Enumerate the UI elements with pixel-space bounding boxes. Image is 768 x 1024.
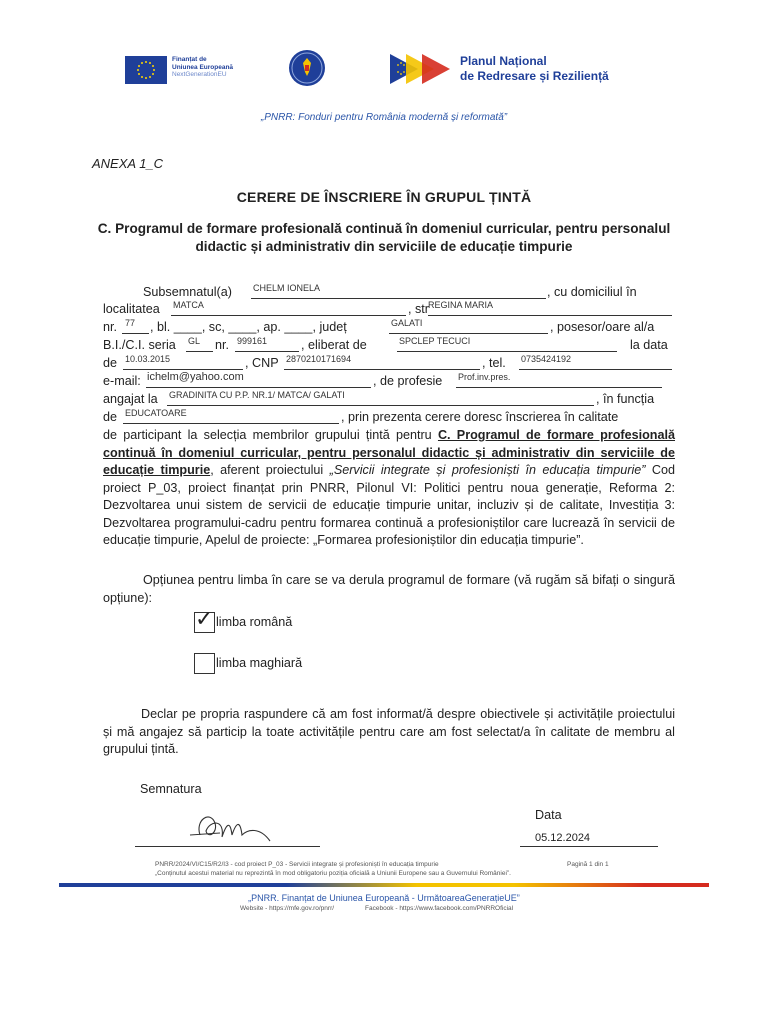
option-intro: Opțiunea pentru limba în care se va derula programul de formare (vă rugăm să bifați o singură opțiune):	[103, 573, 675, 605]
label-email: e-mail:	[103, 374, 141, 388]
checkbox-romanian[interactable]	[194, 606, 215, 633]
employer-value: GRADINITA CU P.P. NR.1/ MATCA/ GALATI	[169, 390, 345, 400]
label-str: , str	[408, 302, 429, 316]
eu-text-line2: Uniunea Europeană	[172, 63, 234, 71]
paragraph-intro: de participant la selecția membrilor grupului țintă pentru	[103, 428, 432, 442]
street-field-line[interactable]	[428, 302, 672, 316]
email-field-line[interactable]	[146, 371, 371, 388]
program-name: C. Programul de formare profesională continuă în domeniul curricular, pentru personalul didactic și administrativ din serviciile de educație timpurie	[103, 428, 676, 477]
phone-value: 0735424192	[521, 354, 572, 364]
email-value: ichelm@yahoo.com	[147, 371, 244, 383]
label-id-nr: nr.	[215, 338, 230, 352]
id-number-value: 999161	[237, 336, 268, 346]
project-name: „Servicii integrate și profesioniști în educația timpurie”	[329, 463, 646, 477]
date-value: 05.12.2024	[535, 832, 591, 844]
id-number-field-line[interactable]	[235, 338, 299, 352]
label-de: de	[103, 356, 118, 370]
nr-field-line[interactable]	[122, 320, 149, 334]
name-value: CHELM IONELA	[253, 283, 321, 293]
eu-stars-icon	[125, 56, 167, 84]
id-series-field-line[interactable]	[186, 338, 213, 352]
eu-text-line1: Finanțat de	[172, 56, 207, 63]
name-field-line[interactable]	[251, 285, 546, 299]
locality-value: MATCA	[173, 300, 204, 310]
footer-disclaimer: „Conținutul acestui material nu reprezintă în mod obligatoriu poziția oficială a Uniunii Europene sau a Guvernului României”.	[155, 870, 511, 877]
label-de-functia: de	[103, 410, 118, 424]
label-posesor: , posesor/oare al/a	[550, 320, 655, 334]
cnp-field-line[interactable]	[284, 356, 480, 370]
program-paragraph	[103, 427, 675, 550]
paragraph-details: Cod proiect P_03, proiect finanțat prin PNRR, Pilonul VI: Politici pentru noua generație, Reforma 2: Dezvoltarea unui sistem de servicii de educație timpurie unitar, incluziv și de calitate, Investiția 3: Dezvoltarea programului-cadru pentru formarea continuă a profesioniștilor care lucrează în servicii de educație timpurie, Apelul de proiecte: „Formarea profesioniștilor din educația timpurie”.	[103, 463, 675, 547]
footer-project-ref: PNRR/2024/VI/C15/R2/I3 - cod proiect P_03 - Servicii integrate și profesioniști în educația timpurie	[155, 861, 439, 868]
label-profesie: , de profesie	[373, 374, 443, 388]
label-domiciliul: , cu domiciliul în	[547, 285, 637, 299]
date-line[interactable]	[520, 846, 658, 847]
eu-text-line3: NextGenerationEU	[172, 71, 227, 78]
footer-page-number: Pagină 1 din 1	[567, 861, 609, 868]
phone-field-line[interactable]	[519, 356, 672, 370]
street-value: REGINA MARIA	[428, 300, 494, 310]
label-tel: , tel.	[482, 356, 506, 370]
footer-slogan: „PNRR. Finanțat de Uniunea Europeană - UrmătoareaGenerațieUE”	[248, 893, 520, 903]
label-localitatea: localitatea	[103, 302, 160, 316]
annex-label: ANEXA 1_C	[92, 156, 164, 171]
position-field-line[interactable]	[123, 410, 339, 424]
label-in-functia: , în funcția	[596, 392, 655, 406]
footer-tricolor-stripe	[59, 883, 709, 887]
signature-label: Semnatura	[140, 782, 202, 796]
county-field-line[interactable]	[389, 320, 548, 334]
nr-value: 77	[125, 318, 136, 328]
cnp-value: 2870210171694	[286, 354, 352, 364]
form-row-id-card	[103, 338, 675, 356]
motto: „PNRR: Fonduri pentru România modernă și reformată”	[260, 112, 508, 123]
issued-by-value: SPCLEP TECUCI	[399, 336, 471, 346]
label-nr: nr.	[103, 320, 118, 334]
label-prin-prezenta: , prin prezenta cerere doresc înscrierea în calitate	[341, 410, 619, 424]
declaration-text: Declar pe propria raspundere că am fost informat/ă despre obiectivele și activitățile proiectului și mă angajez să particip la toate activitățile pentru care am fost selectat/a în calitate de membru al grupului țintă.	[103, 707, 675, 756]
label-bi-ci-seria: B.I./C.I. seria	[103, 338, 176, 352]
checkmark-icon: ✓	[195, 606, 214, 631]
issue-date-value: 10.03.2015	[125, 354, 171, 364]
profession-value: Prof.inv.pres.	[458, 372, 511, 382]
label-subsemnatul: Subsemnatul(a)	[143, 285, 232, 299]
form-row-position	[103, 410, 675, 428]
paragraph-aferent: , aferent proiectului	[210, 463, 324, 477]
handwritten-signature-icon	[170, 805, 290, 850]
pnrr-logo-icon	[388, 50, 458, 88]
option-hungarian-label: limba maghiară	[216, 656, 303, 670]
pnrr-title	[460, 54, 609, 84]
pnrr-title-line1: Planul Național	[460, 54, 547, 68]
eu-flag-logo	[125, 56, 167, 84]
document-subtitle: C. Programul de formare profesională continuă în domeniul curricular, pentru personalul didactic și administrativ din serviciile de educație timpurie	[97, 221, 671, 254]
issue-date-field-line[interactable]	[123, 356, 243, 370]
romania-government-seal-icon	[289, 50, 325, 86]
eu-funding-text	[172, 56, 233, 79]
label-bl-sc-ap-judet: , bl. ____, sc, ____, ap. ____, județ	[150, 320, 347, 334]
checkbox-hungarian[interactable]	[194, 653, 215, 674]
label-angajat: angajat la	[103, 392, 158, 406]
footer-facebook[interactable]: Facebook - https://www.facebook.com/PNRROficial	[365, 905, 514, 912]
signature-line[interactable]	[135, 846, 320, 847]
footer-website[interactable]: Website - https://mfe.gov.ro/pnrr/	[240, 905, 335, 912]
option-romanian-label: limba română	[216, 615, 293, 629]
county-value: GALATI	[391, 318, 423, 328]
issued-by-field-line[interactable]	[397, 338, 617, 352]
label-la-data: la data	[630, 338, 668, 352]
locality-field-line[interactable]	[171, 302, 406, 316]
pnrr-title-line2: de Redresare și Reziliență	[460, 69, 609, 83]
document-title: CERERE DE ÎNSCRIERE ÎN GRUPUL ȚINTĂ	[236, 189, 532, 205]
date-label: Data	[535, 808, 562, 822]
position-value: EDUCATOARE	[125, 408, 187, 418]
label-eliberat: , eliberat de	[301, 338, 367, 352]
profession-field-line[interactable]	[456, 374, 662, 388]
form-row-locality	[103, 302, 675, 320]
id-series-value: GL	[188, 336, 201, 346]
form-row-employer	[103, 392, 675, 410]
label-cnp: , CNP	[245, 356, 279, 370]
employer-field-line[interactable]	[167, 392, 594, 406]
